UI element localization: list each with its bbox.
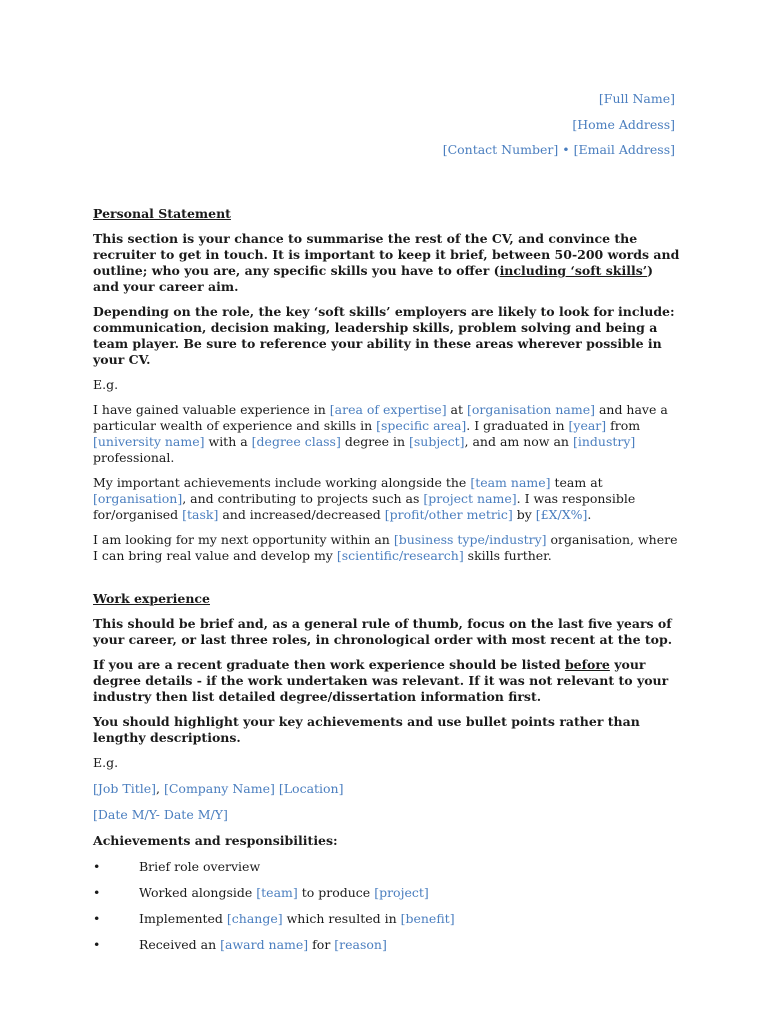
degree-class-placeholder: [degree class] — [251, 434, 341, 449]
benefit-placeholder: [benefit] — [400, 911, 455, 926]
example-paragraph-2: My important achievements include working alongside the [team name] team at [organisation], and contributing to projects such as [project name]. I was responsible for/organised [task] and increased/decreased [profit/other metric] by [£X/X%]. — [93, 475, 636, 522]
bullet-icon: • — [93, 911, 101, 926]
award-name-placeholder: [award name] — [220, 937, 309, 952]
job-title-placeholder: [Job Title] — [93, 781, 157, 796]
year-placeholder: [year] — [568, 418, 607, 433]
profit-metric-placeholder: [profit/other metric] — [384, 507, 513, 522]
full-name-line — [443, 86, 675, 112]
change-placeholder: [change] — [226, 911, 283, 926]
job-line: [Job Title], [Company Name] [Location] — [93, 781, 344, 796]
university-name-placeholder: [university name] — [93, 434, 205, 449]
work-experience-p1: This should be brief and, as a general rule of thumb, focus on the last five years of your career, or last three roles, in chronological order with most recent at the top. — [93, 616, 673, 647]
intro-text-a: This section is your chance to summarise the rest of the CV, and convince the recruiter to get in touch. It is important to keep it brief, between 50-200 words and outline; who you are, any specific skills you have to offer ( — [93, 231, 680, 278]
personal-statement-heading: Personal Statement — [93, 206, 231, 221]
contact-separator: • — [558, 142, 574, 157]
before-underlined: before — [564, 657, 610, 672]
project-placeholder: [project] — [374, 885, 429, 900]
section-gap — [93, 573, 683, 591]
bullet-icon: • — [93, 937, 101, 952]
team-placeholder: [team] — [256, 885, 298, 900]
team-name-placeholder: [team name] — [470, 475, 551, 490]
intro-text-b: ) and your career aim. — [93, 263, 654, 294]
achievements-heading: Achievements and responsibilities: — [93, 833, 338, 848]
intro-underlined: including ‘soft skills’ — [499, 263, 648, 278]
industry-placeholder: [industry] — [572, 434, 636, 449]
list-item: • Brief role overview — [93, 859, 261, 874]
dates-line — [93, 807, 683, 823]
work-experience-p2: If you are a recent graduate then work experience should be listed before your degree details - if the work undertaken was relevant. If it was not relevant to your industry then list detailed degree/dissertation information first. — [93, 657, 669, 704]
eg-label: E.g. — [93, 377, 119, 392]
contact-number-placeholder: [Contact Number] — [442, 142, 559, 157]
bullet-icon: • — [93, 885, 101, 900]
organisation-name-placeholder: [organisation name] — [467, 402, 595, 417]
soft-skills-paragraph: Depending on the role, the key ‘soft skills’ employers are likely to look for include: communication, decision making, leadership skills, problem solving and being a team player. Be sure to reference your ability in these areas wherever possible in your CV. — [93, 304, 675, 367]
example-paragraph-1: I have gained valuable experience in [area of expertise] at [organisation name] and have a particular wealth of experience and skills in [specific area]. I graduated in [year] from [university name] with a [degree class] degree in [subject], and am now an [industry] professional. — [93, 402, 668, 465]
organisation-placeholder: [organisation] — [93, 491, 183, 506]
contact-line — [443, 137, 675, 163]
subject-placeholder: [subject] — [409, 434, 465, 449]
scientific-research-placeholder: [scientific/research] — [336, 548, 464, 563]
work-experience-heading: Work experience — [93, 591, 210, 606]
document-body — [93, 206, 683, 963]
business-type-placeholder: [business type/industry] — [393, 532, 547, 547]
list-item: • Worked alongside [team] to produce [project] — [93, 885, 429, 900]
home-address-placeholder: [Home Address] — [572, 116, 675, 132]
reason-placeholder: [reason] — [334, 937, 387, 952]
task-placeholder: [task] — [182, 507, 219, 522]
area-of-expertise-placeholder: [area of expertise] — [329, 402, 447, 417]
full-name-placeholder: [Full Name] — [598, 91, 675, 106]
example-paragraph-3: I am looking for my next opportunity within an [business type/industry] organisation, where I can bring real value and develop my [scientific/research] skills further. — [93, 532, 678, 563]
location-placeholder: [Location] — [278, 781, 344, 796]
dates-placeholder: [Date M/Y- Date M/Y] — [93, 807, 228, 822]
contact-header — [443, 86, 675, 163]
list-item: • Implemented [change] which resulted in [benefit] — [93, 911, 455, 926]
email-address-placeholder: [Email Address] — [573, 142, 675, 157]
project-name-placeholder: [project name] — [423, 491, 517, 506]
personal-statement-intro — [93, 231, 683, 295]
home-address-line — [443, 112, 675, 138]
company-name-placeholder: [Company Name] — [163, 781, 275, 796]
amount-placeholder: [£X/X%] — [535, 507, 588, 522]
work-experience-p3: You should highlight your key achievements and use bullet points rather than lengthy descriptions. — [93, 714, 640, 745]
specific-area-placeholder: [specific area] — [376, 418, 467, 433]
work-eg-label: E.g. — [93, 755, 119, 770]
list-item: • Received an [award name] for [reason] — [93, 937, 387, 952]
bullet-icon: • — [93, 859, 101, 874]
